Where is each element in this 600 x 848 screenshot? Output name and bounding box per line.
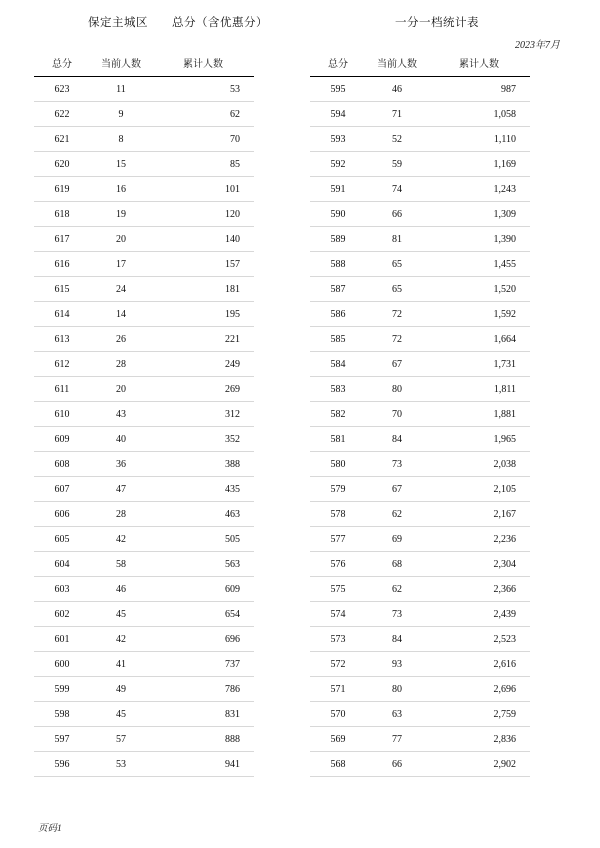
cell-score: 604 bbox=[34, 552, 90, 577]
cell-score: 593 bbox=[310, 127, 366, 152]
cell-cumulative-count: 2,304 bbox=[428, 552, 530, 577]
cell-cumulative-count: 53 bbox=[152, 77, 254, 102]
page-number: 页码1 bbox=[38, 824, 62, 834]
cell-cumulative-count: 62 bbox=[152, 102, 254, 127]
page-title: 总分（含优惠分） bbox=[172, 17, 268, 29]
cell-cumulative-count: 1,664 bbox=[428, 327, 530, 352]
cell-cumulative-count: 2,366 bbox=[428, 577, 530, 602]
table-row bbox=[310, 502, 530, 527]
cell-cumulative-count: 2,836 bbox=[428, 727, 530, 752]
table-row bbox=[34, 727, 254, 752]
cell-score: 619 bbox=[34, 177, 90, 202]
cell-current-count: 16 bbox=[90, 177, 152, 202]
cell-score: 603 bbox=[34, 577, 90, 602]
cell-cumulative-count: 388 bbox=[152, 452, 254, 477]
cell-cumulative-count: 1,058 bbox=[428, 102, 530, 127]
cell-cumulative-count: 2,105 bbox=[428, 477, 530, 502]
table-row bbox=[34, 652, 254, 677]
cell-cumulative-count: 888 bbox=[152, 727, 254, 752]
table-row bbox=[310, 552, 530, 577]
table-row bbox=[34, 102, 254, 127]
table-row bbox=[34, 602, 254, 627]
cell-current-count: 58 bbox=[90, 552, 152, 577]
cell-cumulative-count: 2,038 bbox=[428, 452, 530, 477]
table-row bbox=[310, 602, 530, 627]
cell-score: 613 bbox=[34, 327, 90, 352]
cell-score: 568 bbox=[310, 752, 366, 777]
cell-score: 595 bbox=[310, 77, 366, 102]
cell-current-count: 41 bbox=[90, 652, 152, 677]
table-row bbox=[310, 427, 530, 452]
cell-score: 591 bbox=[310, 177, 366, 202]
cell-cumulative-count: 2,759 bbox=[428, 702, 530, 727]
cell-current-count: 43 bbox=[90, 402, 152, 427]
cell-score: 621 bbox=[34, 127, 90, 152]
cell-score: 583 bbox=[310, 377, 366, 402]
cell-cumulative-count: 1,243 bbox=[428, 177, 530, 202]
table-body-left bbox=[34, 77, 254, 777]
cell-current-count: 8 bbox=[90, 127, 152, 152]
table-row bbox=[310, 277, 530, 302]
table-row bbox=[34, 477, 254, 502]
column-header-cumulative: 累计人数 bbox=[152, 52, 254, 77]
cell-current-count: 42 bbox=[90, 627, 152, 652]
cell-cumulative-count: 195 bbox=[152, 302, 254, 327]
document-header bbox=[0, 14, 600, 36]
cell-score: 597 bbox=[34, 727, 90, 752]
cell-current-count: 66 bbox=[366, 202, 428, 227]
table-row bbox=[310, 252, 530, 277]
cell-current-count: 20 bbox=[90, 377, 152, 402]
cell-current-count: 69 bbox=[366, 527, 428, 552]
cell-current-count: 62 bbox=[366, 577, 428, 602]
score-table-right bbox=[310, 52, 530, 777]
cell-score: 607 bbox=[34, 477, 90, 502]
cell-score: 608 bbox=[34, 452, 90, 477]
cell-current-count: 71 bbox=[366, 102, 428, 127]
table-row bbox=[34, 527, 254, 552]
cell-score: 572 bbox=[310, 652, 366, 677]
table-row bbox=[34, 552, 254, 577]
cell-current-count: 40 bbox=[90, 427, 152, 452]
cell-score: 612 bbox=[34, 352, 90, 377]
cell-current-count: 14 bbox=[90, 302, 152, 327]
cell-current-count: 81 bbox=[366, 227, 428, 252]
table-row bbox=[310, 77, 530, 102]
table-row bbox=[34, 327, 254, 352]
cell-score: 569 bbox=[310, 727, 366, 752]
cell-cumulative-count: 1,965 bbox=[428, 427, 530, 452]
cell-current-count: 77 bbox=[366, 727, 428, 752]
cell-score: 602 bbox=[34, 602, 90, 627]
cell-current-count: 74 bbox=[366, 177, 428, 202]
cell-current-count: 45 bbox=[90, 702, 152, 727]
cell-current-count: 45 bbox=[90, 602, 152, 627]
table-row bbox=[310, 677, 530, 702]
cell-current-count: 72 bbox=[366, 327, 428, 352]
cell-cumulative-count: 2,439 bbox=[428, 602, 530, 627]
cell-current-count: 63 bbox=[366, 702, 428, 727]
cell-score: 586 bbox=[310, 302, 366, 327]
table-row bbox=[310, 227, 530, 252]
score-table-left bbox=[34, 52, 254, 777]
cell-cumulative-count: 654 bbox=[152, 602, 254, 627]
cell-current-count: 93 bbox=[366, 652, 428, 677]
table-row bbox=[310, 327, 530, 352]
cell-cumulative-count: 1,811 bbox=[428, 377, 530, 402]
cell-cumulative-count: 1,390 bbox=[428, 227, 530, 252]
table-row bbox=[310, 377, 530, 402]
table-row bbox=[310, 752, 530, 777]
cell-current-count: 42 bbox=[90, 527, 152, 552]
table-row bbox=[34, 177, 254, 202]
table-row bbox=[34, 677, 254, 702]
cell-score: 598 bbox=[34, 702, 90, 727]
cell-current-count: 68 bbox=[366, 552, 428, 577]
cell-cumulative-count: 352 bbox=[152, 427, 254, 452]
cell-cumulative-count: 2,167 bbox=[428, 502, 530, 527]
cell-current-count: 46 bbox=[90, 577, 152, 602]
cell-current-count: 46 bbox=[366, 77, 428, 102]
table-row bbox=[34, 302, 254, 327]
cell-score: 581 bbox=[310, 427, 366, 452]
cell-cumulative-count: 505 bbox=[152, 527, 254, 552]
cell-score: 609 bbox=[34, 427, 90, 452]
table-row bbox=[34, 402, 254, 427]
column-header-current: 当前人数 bbox=[366, 52, 428, 77]
table-row bbox=[310, 177, 530, 202]
cell-cumulative-count: 435 bbox=[152, 477, 254, 502]
cell-cumulative-count: 1,110 bbox=[428, 127, 530, 152]
cell-score: 592 bbox=[310, 152, 366, 177]
cell-score: 579 bbox=[310, 477, 366, 502]
cell-cumulative-count: 737 bbox=[152, 652, 254, 677]
table-row bbox=[310, 202, 530, 227]
cell-cumulative-count: 563 bbox=[152, 552, 254, 577]
cell-current-count: 80 bbox=[366, 677, 428, 702]
cell-cumulative-count: 463 bbox=[152, 502, 254, 527]
cell-score: 574 bbox=[310, 602, 366, 627]
cell-score: 580 bbox=[310, 452, 366, 477]
cell-score: 617 bbox=[34, 227, 90, 252]
cell-cumulative-count: 120 bbox=[152, 202, 254, 227]
cell-score: 585 bbox=[310, 327, 366, 352]
table-row bbox=[310, 577, 530, 602]
cell-cumulative-count: 2,696 bbox=[428, 677, 530, 702]
table-row bbox=[34, 627, 254, 652]
cell-current-count: 17 bbox=[90, 252, 152, 277]
cell-score: 594 bbox=[310, 102, 366, 127]
cell-score: 610 bbox=[34, 402, 90, 427]
cell-current-count: 49 bbox=[90, 677, 152, 702]
cell-current-count: 84 bbox=[366, 627, 428, 652]
cell-score: 606 bbox=[34, 502, 90, 527]
cell-cumulative-count: 987 bbox=[428, 77, 530, 102]
cell-current-count: 67 bbox=[366, 352, 428, 377]
cell-cumulative-count: 70 bbox=[152, 127, 254, 152]
cell-current-count: 65 bbox=[366, 277, 428, 302]
cell-current-count: 26 bbox=[90, 327, 152, 352]
cell-cumulative-count: 312 bbox=[152, 402, 254, 427]
table-head-right bbox=[310, 52, 530, 77]
cell-score: 571 bbox=[310, 677, 366, 702]
table-header-row bbox=[34, 52, 254, 77]
table-row bbox=[310, 352, 530, 377]
cell-cumulative-count: 269 bbox=[152, 377, 254, 402]
cell-score: 623 bbox=[34, 77, 90, 102]
table-row bbox=[310, 702, 530, 727]
cell-current-count: 28 bbox=[90, 352, 152, 377]
cell-score: 582 bbox=[310, 402, 366, 427]
cell-score: 615 bbox=[34, 277, 90, 302]
cell-cumulative-count: 696 bbox=[152, 627, 254, 652]
cell-score: 620 bbox=[34, 152, 90, 177]
cell-current-count: 28 bbox=[90, 502, 152, 527]
table-row bbox=[34, 152, 254, 177]
cell-score: 573 bbox=[310, 627, 366, 652]
cell-current-count: 67 bbox=[366, 477, 428, 502]
cell-score: 616 bbox=[34, 252, 90, 277]
cell-cumulative-count: 1,592 bbox=[428, 302, 530, 327]
table-row bbox=[34, 577, 254, 602]
cell-cumulative-count: 941 bbox=[152, 752, 254, 777]
cell-score: 614 bbox=[34, 302, 90, 327]
cell-current-count: 9 bbox=[90, 102, 152, 127]
table-row bbox=[34, 452, 254, 477]
cell-cumulative-count: 786 bbox=[152, 677, 254, 702]
cell-current-count: 53 bbox=[90, 752, 152, 777]
cell-current-count: 73 bbox=[366, 602, 428, 627]
cell-cumulative-count: 1,455 bbox=[428, 252, 530, 277]
table-row bbox=[310, 152, 530, 177]
cell-cumulative-count: 249 bbox=[152, 352, 254, 377]
table-row bbox=[34, 752, 254, 777]
cell-score: 587 bbox=[310, 277, 366, 302]
table-row bbox=[34, 227, 254, 252]
cell-score: 601 bbox=[34, 627, 90, 652]
table-row bbox=[310, 727, 530, 752]
cell-cumulative-count: 1,731 bbox=[428, 352, 530, 377]
table-row bbox=[34, 127, 254, 152]
column-header-cumulative: 累计人数 bbox=[428, 52, 530, 77]
table-row bbox=[34, 352, 254, 377]
column-header-current: 当前人数 bbox=[90, 52, 152, 77]
cell-cumulative-count: 1,309 bbox=[428, 202, 530, 227]
cell-current-count: 66 bbox=[366, 752, 428, 777]
table-row bbox=[310, 127, 530, 152]
table-row bbox=[310, 102, 530, 127]
cell-score: 570 bbox=[310, 702, 366, 727]
cell-score: 589 bbox=[310, 227, 366, 252]
cell-cumulative-count: 181 bbox=[152, 277, 254, 302]
cell-score: 578 bbox=[310, 502, 366, 527]
table-row bbox=[34, 377, 254, 402]
table-row bbox=[34, 202, 254, 227]
cell-cumulative-count: 1,881 bbox=[428, 402, 530, 427]
cell-score: 584 bbox=[310, 352, 366, 377]
cell-cumulative-count: 2,236 bbox=[428, 527, 530, 552]
cell-cumulative-count: 831 bbox=[152, 702, 254, 727]
cell-current-count: 11 bbox=[90, 77, 152, 102]
cell-cumulative-count: 140 bbox=[152, 227, 254, 252]
cell-current-count: 19 bbox=[90, 202, 152, 227]
cell-current-count: 70 bbox=[366, 402, 428, 427]
table-row bbox=[310, 302, 530, 327]
cell-score: 577 bbox=[310, 527, 366, 552]
cell-score: 599 bbox=[34, 677, 90, 702]
cell-cumulative-count: 221 bbox=[152, 327, 254, 352]
table-row bbox=[310, 627, 530, 652]
column-header-score: 总分 bbox=[310, 52, 366, 77]
table-row bbox=[34, 427, 254, 452]
table-head-left bbox=[34, 52, 254, 77]
cell-current-count: 47 bbox=[90, 477, 152, 502]
cell-cumulative-count: 609 bbox=[152, 577, 254, 602]
cell-current-count: 72 bbox=[366, 302, 428, 327]
cell-cumulative-count: 2,616 bbox=[428, 652, 530, 677]
region-label: 保定主城区 bbox=[88, 17, 148, 29]
cell-cumulative-count: 1,169 bbox=[428, 152, 530, 177]
cell-score: 622 bbox=[34, 102, 90, 127]
table-body-right bbox=[310, 77, 530, 777]
cell-cumulative-count: 101 bbox=[152, 177, 254, 202]
table-row bbox=[34, 277, 254, 302]
cell-score: 575 bbox=[310, 577, 366, 602]
table-row bbox=[310, 402, 530, 427]
cell-current-count: 52 bbox=[366, 127, 428, 152]
cell-cumulative-count: 2,523 bbox=[428, 627, 530, 652]
cell-cumulative-count: 1,520 bbox=[428, 277, 530, 302]
table-row bbox=[310, 477, 530, 502]
cell-current-count: 15 bbox=[90, 152, 152, 177]
cell-current-count: 59 bbox=[366, 152, 428, 177]
cell-score: 576 bbox=[310, 552, 366, 577]
cell-score: 605 bbox=[34, 527, 90, 552]
document-date: 2023年7月 bbox=[515, 40, 560, 51]
table-row bbox=[310, 652, 530, 677]
cell-current-count: 62 bbox=[366, 502, 428, 527]
document-type-label: 一分一档统计表 bbox=[395, 17, 479, 29]
table-row bbox=[34, 77, 254, 102]
cell-current-count: 57 bbox=[90, 727, 152, 752]
cell-score: 588 bbox=[310, 252, 366, 277]
column-header-score: 总分 bbox=[34, 52, 90, 77]
cell-current-count: 84 bbox=[366, 427, 428, 452]
table-header-row bbox=[310, 52, 530, 77]
cell-current-count: 73 bbox=[366, 452, 428, 477]
cell-current-count: 36 bbox=[90, 452, 152, 477]
cell-cumulative-count: 85 bbox=[152, 152, 254, 177]
cell-current-count: 24 bbox=[90, 277, 152, 302]
cell-current-count: 65 bbox=[366, 252, 428, 277]
cell-cumulative-count: 2,902 bbox=[428, 752, 530, 777]
cell-score: 618 bbox=[34, 202, 90, 227]
cell-current-count: 80 bbox=[366, 377, 428, 402]
table-row bbox=[34, 252, 254, 277]
table-row bbox=[34, 502, 254, 527]
cell-score: 596 bbox=[34, 752, 90, 777]
table-row bbox=[34, 702, 254, 727]
cell-current-count: 20 bbox=[90, 227, 152, 252]
table-row bbox=[310, 452, 530, 477]
cell-score: 590 bbox=[310, 202, 366, 227]
table-row bbox=[310, 527, 530, 552]
cell-cumulative-count: 157 bbox=[152, 252, 254, 277]
cell-score: 600 bbox=[34, 652, 90, 677]
cell-score: 611 bbox=[34, 377, 90, 402]
